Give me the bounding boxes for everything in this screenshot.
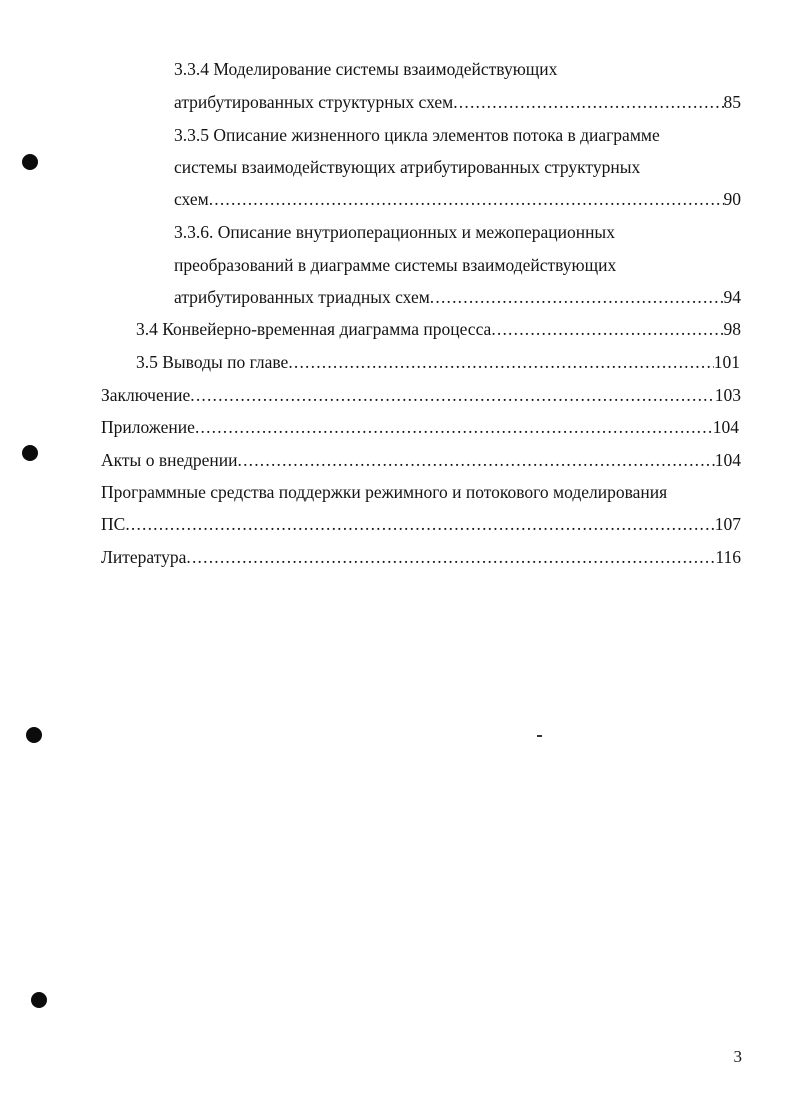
toc-entry-implementation-acts[interactable] <box>101 449 741 471</box>
scan-speck <box>537 735 542 737</box>
toc-page-number: 107 <box>714 514 741 534</box>
dot-leader <box>238 449 715 471</box>
page-number: 3 <box>733 1047 742 1066</box>
toc-page-number: 90 <box>723 189 741 209</box>
dot-leader <box>125 513 714 535</box>
toc-entry-3-3-5-line-1: 3.3.5 Описание жизненного цикла элементов потока в диаграмме <box>174 125 660 145</box>
toc-entry-label: 3.4 Конвейерно-временная диаграмма процесса <box>136 319 492 339</box>
toc-page-number: 116 <box>715 547 741 567</box>
toc-entry-3-4[interactable] <box>136 318 741 340</box>
toc-entry-label: Приложение <box>101 417 195 437</box>
binder-hole-4 <box>31 992 47 1008</box>
toc-entry-3-3-4-line-1: 3.3.4 Моделирование системы взаимодействующих <box>174 59 558 79</box>
toc-entry-3-3-4[interactable] <box>174 91 741 113</box>
toc-entry-software[interactable] <box>101 513 741 535</box>
toc-entry-label: атрибутированных триадных схем <box>174 287 430 307</box>
toc-page-number: 85 <box>723 92 741 112</box>
toc-entry-3-5[interactable] <box>136 351 740 373</box>
toc-entry-appendix[interactable] <box>101 416 739 438</box>
toc-page-number: 101 <box>713 352 740 372</box>
toc-entry-literature[interactable] <box>101 546 741 568</box>
toc-page-number: 103 <box>714 385 741 405</box>
toc-page-number: 98 <box>723 319 741 339</box>
toc-entry-3-3-6-line-1: 3.3.6. Описание внутриоперационных и межоперационных <box>174 222 615 242</box>
toc-entry-3-3-6-line-2: преобразований в диаграмме системы взаимодействующих <box>174 255 617 275</box>
toc-page-number: 104 <box>714 450 741 470</box>
toc-entry-conclusion[interactable] <box>101 384 741 406</box>
toc-entry-3-3-6[interactable] <box>174 286 741 308</box>
toc-entry-3-3-5-line-2: системы взаимодействующих атрибутированных структурных <box>174 157 641 177</box>
toc-entry-label: 3.5 Выводы по главе <box>136 352 289 372</box>
toc-page-number: 94 <box>723 287 741 307</box>
toc-entry-label: Литература <box>101 547 187 567</box>
dot-leader <box>491 318 723 340</box>
toc-entry-label: схем <box>174 189 209 209</box>
binder-hole-1 <box>22 154 38 170</box>
dot-leader <box>190 384 715 406</box>
toc-page-number: 104 <box>712 417 739 437</box>
dot-leader <box>186 546 715 568</box>
toc-entry-label: атрибутированных структурных схем <box>174 92 454 112</box>
dot-leader <box>209 188 724 210</box>
dot-leader <box>288 351 713 373</box>
dot-leader <box>195 416 713 438</box>
toc-entry-software-line-1: Программные средства поддержки режимного и потокового моделирования <box>101 482 668 502</box>
toc-entry-3-3-5[interactable] <box>174 188 741 210</box>
toc-entry-label: Акты о внедрении <box>101 450 238 470</box>
binder-hole-3 <box>26 727 42 743</box>
binder-hole-2 <box>22 445 38 461</box>
toc-entry-label: ПС <box>101 514 126 534</box>
dot-leader <box>453 91 723 113</box>
dot-leader <box>430 286 724 308</box>
toc-entry-label: Заключение <box>101 385 191 405</box>
